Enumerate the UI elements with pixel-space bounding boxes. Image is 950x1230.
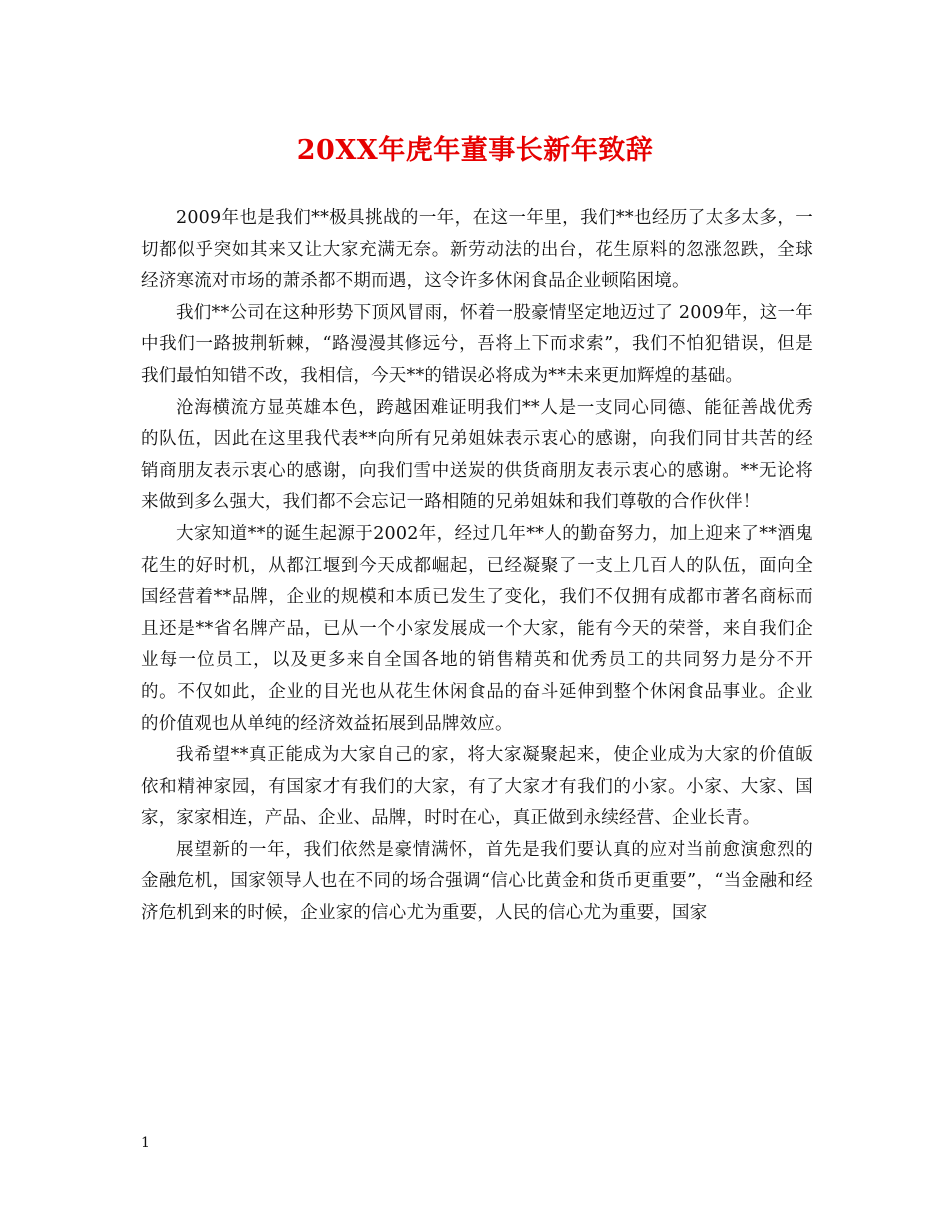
- paragraph-5: 我希望**真正能成为大家自己的家，将大家凝聚起来，使企业成为大家的价值皈依和精神家园，有国家才有我们的大家，有了大家才有我们的小家。小家、大家、国家，家家相连，产品、企业、品牌，时时在心，真正做到永续经营、企业长青。: [141, 745, 813, 829]
- paragraph-6: 展望新的一年，我们依然是豪情满怀，首先是我们要认真的应对当前愈演愈烈的金融危机，国家领导人也在不同的场合强调“信心比黄金和货币更重要”，“当金融和经济危机到来的时候，企业家的信心尤为重要，人民的信心尤为重要，国家: [141, 839, 813, 924]
- paragraph-2: 我们**公司在这种形势下顶风冒雨，怀着一股豪情坚定地迈过了 2009年，这一年中我们一路披荆斩棘，“路漫漫其修远兮，吾将上下而求索”，我们不怕犯错误，但是我们最怕知错不改，我相信，今天**的错误必将成为**未来更加辉煌的基础。: [141, 302, 813, 386]
- paragraph-1: 2009年也是我们**极具挑战的一年，在这一年里，我们**也经历了太多太多，一切都似乎突如其来又让大家充满无奈。新劳动法的出台，花生原料的忽涨忽跌，全球经济寒流对市场的萧杀都不期而遇，这令许多休闲食品企业顿陷困境。: [141, 208, 813, 292]
- document-body: [141, 203, 813, 930]
- paragraph-4: 大家知道**的诞生起源于2002年，经过几年**人的勤奋努力，加上迎来了**酒鬼花生的好时机，从都江堰到今天成都崛起，已经凝聚了一支上几百人的队伍，面向全国经营着**品牌，企业的规模和本质已发生了变化，我们不仅拥有成都市著名商标而且还是**省名牌产品，已从一个小家发展成一个大家，能有今天的荣誉，来自我们企业每一位员工，以及更多来自全国各地的销售精英和优秀员工的共同努力是分不开的。不仅如此，企业的目光也从花生休闲食品的奋斗延伸到整个休闲食品事业。企业的价值观也从单纯的经济效益拓展到品牌效应。: [141, 523, 813, 734]
- document-title: 20XX年虎年董事长新年致辞: [296, 135, 654, 166]
- page-number: 1: [141, 1135, 150, 1151]
- paragraph-3: 沧海横流方显英雄本色，跨越困难证明我们**人是一支同心同德、能征善战优秀的队伍，因此在这里我代表**向所有兄弟姐妹表示衷心的感谢，向我们同甘共苦的经销商朋友表示衷心的感谢，向我们雪中送炭的供货商朋友表示衷心的感谢。**无论将来做到多么强大，我们都不会忘记一路相随的兄弟姐妹和我们尊敬的合作伙伴！: [141, 397, 813, 513]
